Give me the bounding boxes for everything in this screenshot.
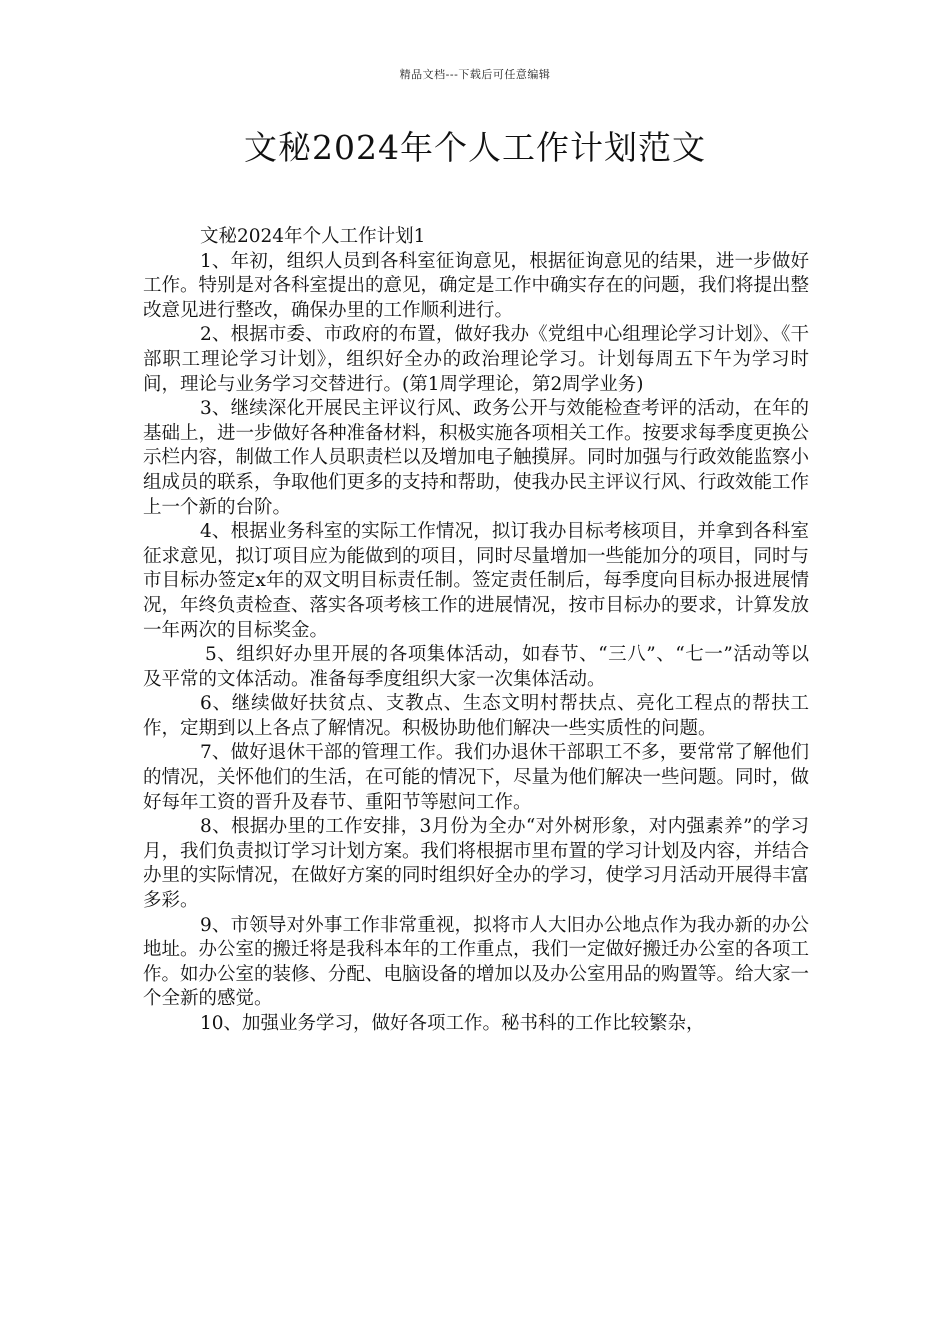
- paragraph-5: 5、组织好办里开展的各项集体活动，如春节、“三八”、“七一”活动等以及平常的文体活动。准备每季度组织大家一次集体活动。: [143, 644, 809, 690]
- paragraph-4: 4、根据业务科室的实际工作情况，拟订我办目标考核项目，并拿到各科室征求意见，拟订项目应为能做到的项目，同时尽量增加一些能加分的项目，同时与市目标办签定x年的双文明目标责任制。签定责任制后，每季度向目标办报进展情况，年终负责检查、落实各项考核工作的进展情况，按市目标办的要求，计算发放一年两次的目标奖金。: [143, 521, 810, 641]
- paragraph-9: 9、市领导对外事工作非常重视，拟将市人大旧办公地点作为我办新的办公地址。办公室的搬迁将是我科本年的工作重点，我们一定做好搬迁办公室的各项工作。如办公室的装修、分配、电脑设备的增加以及办公室用品的购置等。给大家一个全新的感觉。: [143, 914, 810, 1010]
- paragraph-6: 6、继续做好扶贫点、支教点、生态文明村帮扶点、亮化工程点的帮扶工作，定期到以上各点了解情况。积极协助他们解决一些实质性的问题。: [143, 693, 809, 739]
- paragraph-3: 3、继续深化开展民主评议行风、政务公开与效能检查考评的活动，在年的基础上，进一步做好各种准备材料，积极实施各项相关工作。按要求每季度更换公示栏内容，制做工作人员职责栏以及增加电子触摸屏。同时加强与行政效能监察小组成员的联系，争取他们更多的支持和帮助，使我办民主评议行风、行政效能工作上一个新的台阶。: [143, 398, 810, 518]
- paragraph-7: 7、做好退休干部的管理工作。我们办退休干部职工不多，要常常了解他们的情况，关怀他们的生活，在可能的情况下，尽量为他们解决一些问题。同时，做好每年工资的晋升及春节、重阳节等慰问工作。: [143, 742, 810, 813]
- document-body: [143, 225, 809, 1037]
- paragraph-1: 1、年初，组织人员到各科室征询意见，根据征询意见的结果，进一步做好工作。特别是对各科室提出的意见，确定是工作中确实存在的问题，我们将提出整改意见进行整改，确保办里的工作顺利进行。: [143, 250, 810, 321]
- section-subtitle: 文秘2024年个人工作计划1: [200, 226, 426, 247]
- paragraph-10: 10、加强业务学习，做好各项工作。秘书科的工作比较繁杂，: [200, 1013, 705, 1034]
- header-note: 精品文档---下载后可任意编辑: [399, 68, 551, 81]
- document-title: 文秘2024年个人工作计划范文: [244, 128, 706, 167]
- paragraph-2: 2、根据市委、市政府的布置，做好我办《党组中心组理论学习计划》、《干部职工理论学习计划》，组织好全办的政治理论学习。计划每周五下午为学习时间，理论与业务学习交替进行。(第1周学理论，第2周学业务): [143, 324, 809, 395]
- paragraph-8: 8、根据办里的工作安排，3月份为全办“对外树形象，对内强素养”的学习月，我们负责拟订学习计划方案。我们将根据市里布置的学习计划及内容，并结合办里的实际情况，在做好方案的同时组织好全办的学习，使学习月活动开展得丰富多彩。: [143, 816, 810, 912]
